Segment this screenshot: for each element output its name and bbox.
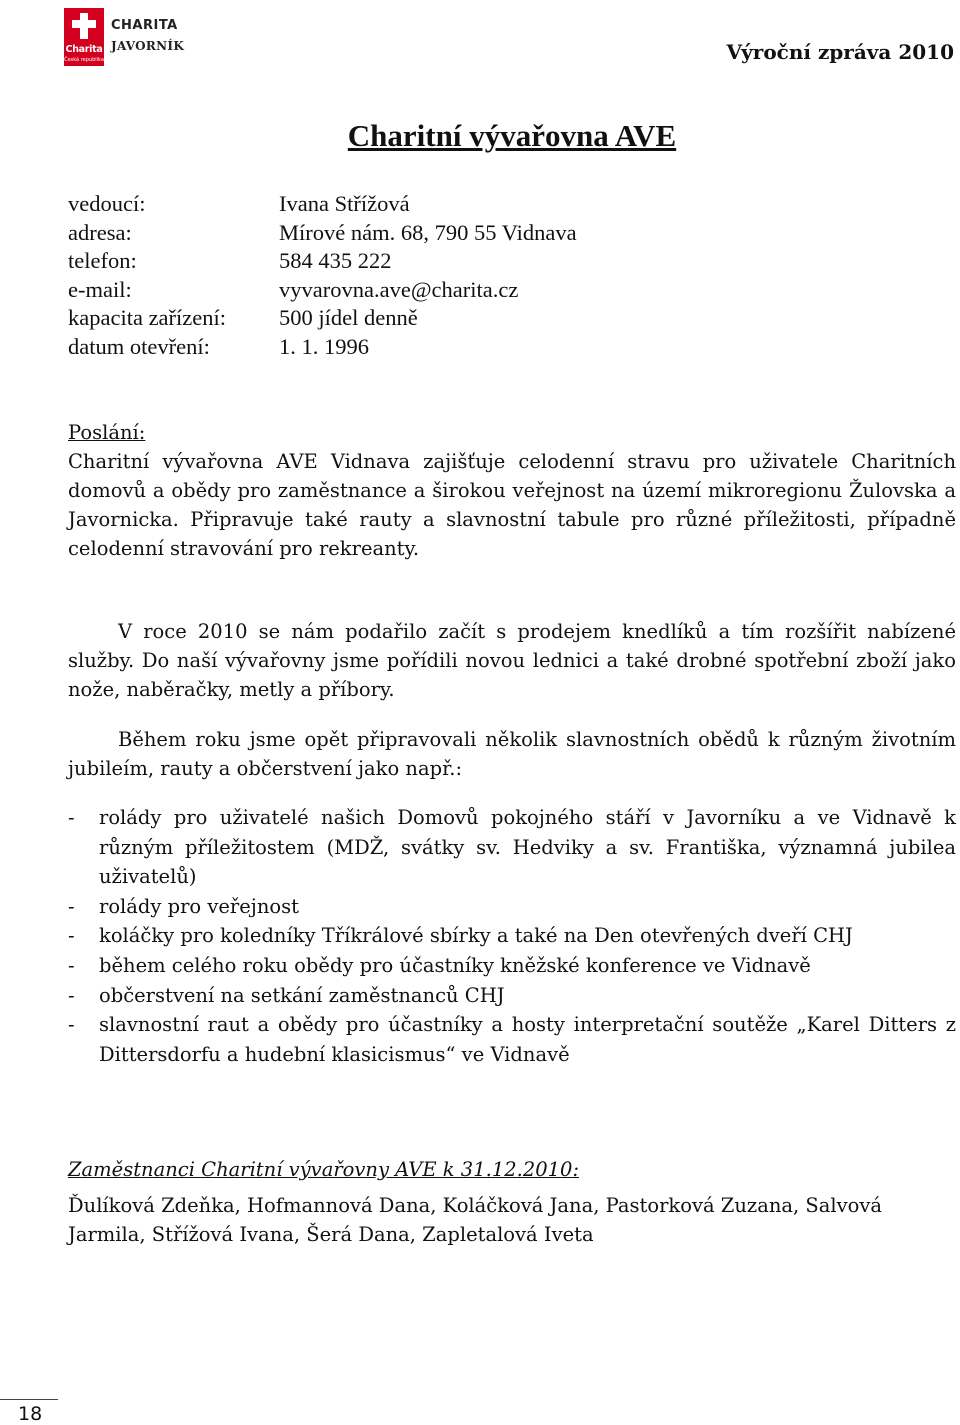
list-item: - koláčky pro koledníky Tříkrálové sbírky a také na Den otevřených dveří CHJ — [68, 924, 853, 948]
charita-cross-icon — [64, 8, 104, 66]
mission-section — [68, 418, 956, 563]
logo-mark-subtext: Česká republika — [64, 57, 104, 63]
logo-line-charita: CHARITA — [111, 18, 178, 33]
info-value: 1. 1. 1996 — [279, 333, 369, 359]
list-item: - občerstvení na setkání zaměstnanců CHJ — [68, 983, 505, 1007]
paragraph-2010: V roce 2010 se nám podařilo začít s prodejem knedlíků a tím rozšířit nabízené služby. Do naší vývařovny jsme pořídili novou lednici a také drobné spotřební zboží jako nože, naběračky, metly a příbory. — [68, 620, 956, 701]
page-number: 18 — [18, 1403, 43, 1425]
info-label: datum otevření: — [68, 333, 210, 359]
report-title: Výroční zpráva 2010 — [726, 40, 954, 64]
info-label: e-mail: — [68, 276, 132, 302]
list-item: - slavnostní raut a obědy pro účastníky a hosty interpretační soutěže „Karel Ditters z Dittersdorfu a hudební klasicismus“ ve Vidnavě — [68, 1013, 956, 1066]
staff-names: Ďulíková Zdeňka, Hofmannová Dana, Koláčková Jana, Pastorková Zuzana, Salvová Jarmila, Střížová Ivana, Šerá Dana, Zapletalová Iveta — [68, 1194, 883, 1246]
mission-heading: Poslání: — [68, 421, 146, 444]
staff-section — [68, 1155, 956, 1249]
info-label: kapacita zařízení: — [68, 305, 227, 331]
paragraph-events: Během roku jsme opět připravovali několik slavnostních obědů k různým životním jubileím, rauty a občerstvení jako např.: — [68, 728, 956, 780]
list-item: - rolády pro uživatelé našich Domovů pokojného stáří v Javorníku a ve Vidnavě k různým příležitostem (MDŽ, svátky sv. Hedviky a sv. Františka, významná jubilea uživatelů) — [68, 806, 956, 889]
info-value: Ivana Střížová — [279, 191, 410, 216]
info-value: vyvarovna.ave@charita.cz — [279, 276, 519, 302]
info-label: adresa: — [68, 219, 132, 245]
info-value: 584 435 222 — [279, 248, 392, 274]
logo-mark-text: Charita — [65, 44, 103, 55]
staff-heading: Zaměstnanci Charitní vývařovny AVE k 31.12.2010: — [68, 1158, 580, 1181]
info-value: 500 jídel denně — [279, 305, 418, 331]
logo-line-javornik: JAVORNÍK — [111, 39, 185, 53]
info-label: telefon: — [68, 248, 137, 274]
page-title: Charitní vývařovna AVE — [347, 118, 677, 153]
charita-logo — [64, 8, 194, 68]
info-value: Mírové nám. 68, 790 55 Vidnava — [279, 219, 577, 245]
footer-divider — [0, 1399, 58, 1400]
list-item: - během celého roku obědy pro účastníky kněžské konference ve Vidnavě — [68, 953, 811, 977]
info-label: vedoucí: — [68, 191, 146, 216]
mission-text: Charitní vývařovna AVE Vidnava zajišťuje celodenní stravu pro uživatele Charitních domovů a obědy pro zaměstnance a širokou veřejnost na území mikroregionu Žulovska a Javornicka. Připravuje také rauty a slavnostní tabule pro různé příležitosti, případně celodenní stravování pro rekreanty. — [68, 450, 956, 560]
list-item: - rolády pro veřejnost — [68, 894, 299, 918]
events-list — [68, 803, 956, 1069]
